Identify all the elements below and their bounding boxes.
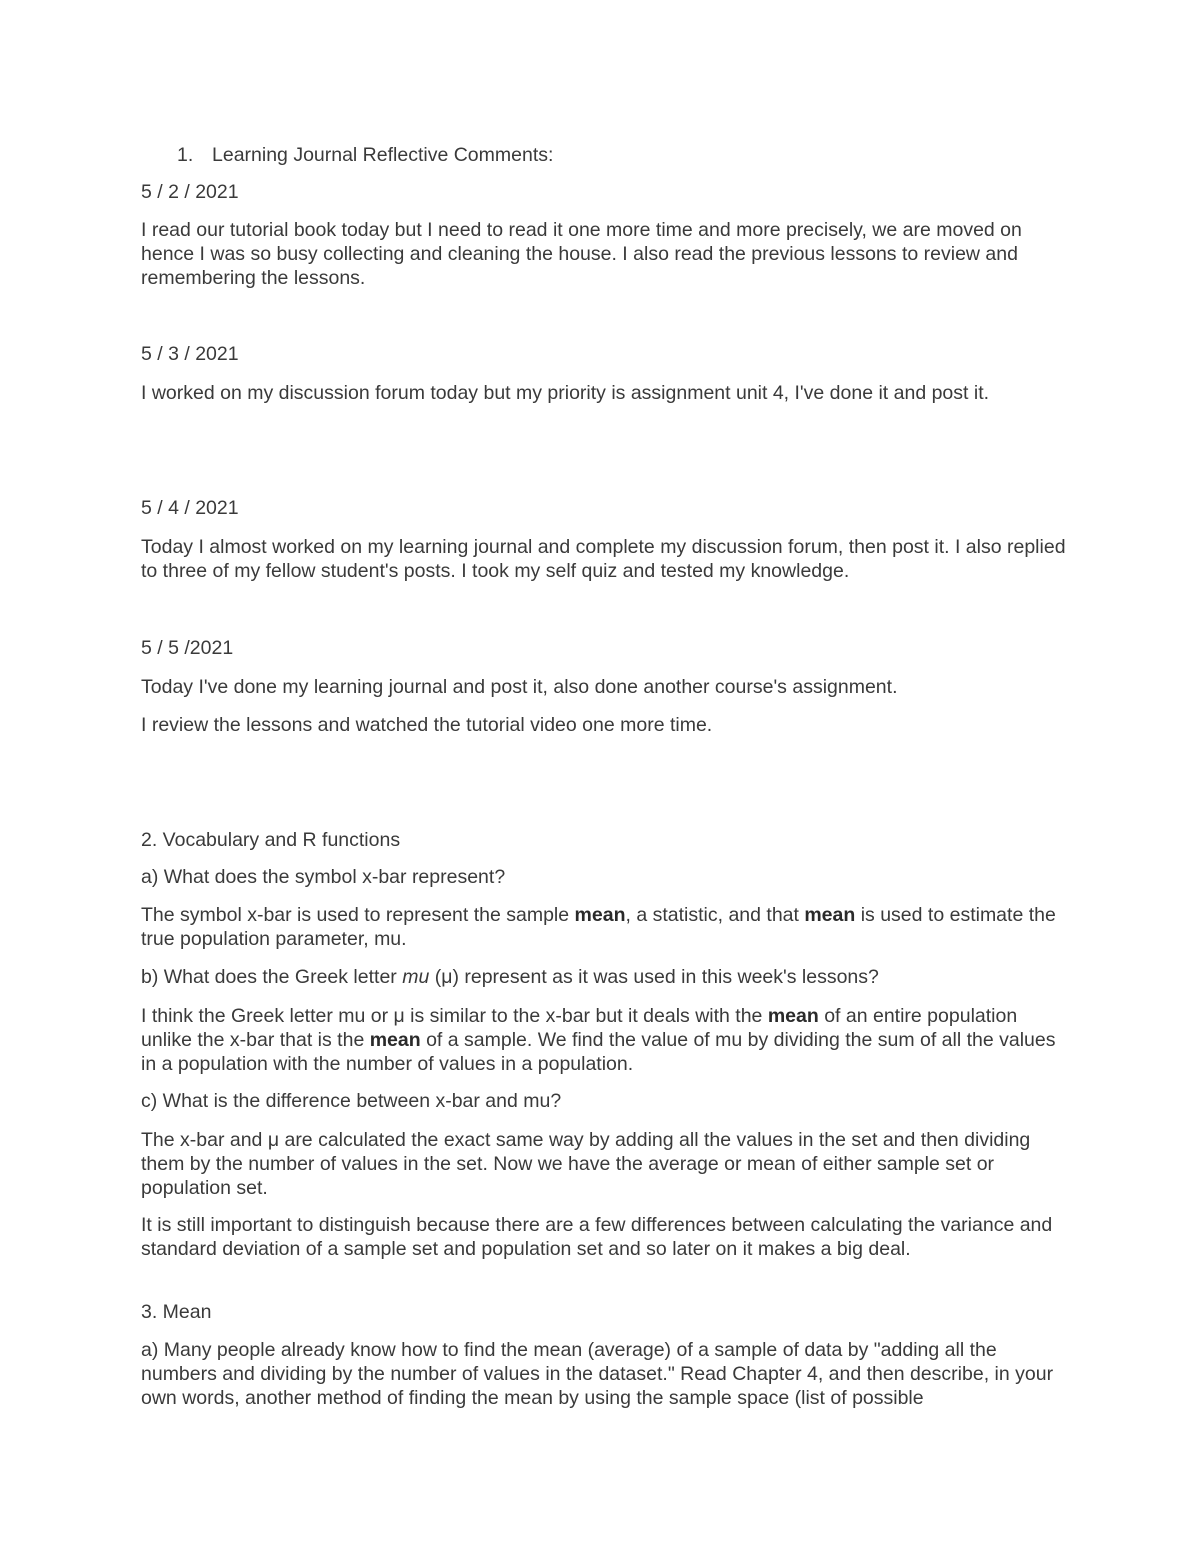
question-3a: a) Many people already know how to find the mean (average) of a sample of data by "adding all the numbers and dividing by the number of values in the dataset." Read Chapter 4, and then describe, in your own words, another method of finding the mean by using the sample space (list of possible xyxy=(141,1339,1054,1409)
question-2b: b) What does the Greek letter mu (μ) represent as it was used in this week's lessons? xyxy=(141,966,879,988)
journal-date-2: 5 / 3 / 2021 xyxy=(141,343,239,365)
journal-entry-4a: Today I've done my learning journal and post it, also done another course's assignment. xyxy=(141,676,898,698)
question-2a: a) What does the symbol x-bar represent? xyxy=(141,866,506,888)
journal-date-1: 5 / 2 / 2021 xyxy=(141,181,239,203)
list-number-1: 1. xyxy=(177,144,194,166)
journal-entry-3: Today I almost worked on my learning journal and complete my discussion forum, then post it. I also replied to three of my fellow student's posts. I took my self quiz and tested my knowledge. xyxy=(141,536,1066,582)
answer-2c-2: It is still important to distinguish because there are a few differences between calculating the variance and standard deviation of a sample set and population set and so later on it makes a big deal. xyxy=(141,1214,1053,1260)
section-1-heading: Learning Journal Reflective Comments: xyxy=(212,144,554,166)
section-3-heading: 3. Mean xyxy=(141,1301,212,1323)
journal-entry-1: I read our tutorial book today but I need to read it one more time and more precisely, we are moved on hence I was so busy collecting and cleaning the house. I also read the previous lessons to review and remembering the lessons. xyxy=(141,219,1022,289)
answer-2b: I think the Greek letter mu or μ is similar to the x-bar but it deals with the mean of an entire population unlike the x-bar that is the mean of a sample. We find the value of mu by dividing the sum of all the values in a population with the number of values in a population. xyxy=(141,1005,1056,1075)
journal-entry-2: I worked on my discussion forum today but my priority is assignment unit 4, I've done it and post it. xyxy=(141,382,990,404)
journal-entry-4b: I review the lessons and watched the tutorial video one more time. xyxy=(141,714,713,736)
question-2c: c) What is the difference between x-bar and mu? xyxy=(141,1090,562,1112)
journal-date-4: 5 / 5 /2021 xyxy=(141,637,234,659)
journal-date-3: 5 / 4 / 2021 xyxy=(141,497,239,519)
answer-2a: The symbol x-bar is used to represent the sample mean, a statistic, and that mean is used to estimate the true population parameter, mu. xyxy=(141,904,1056,950)
section-2-heading: 2. Vocabulary and R functions xyxy=(141,829,401,851)
answer-2c-1: The x-bar and μ are calculated the exact same way by adding all the values in the set and then dividing them by the number of values in the set. Now we have the average or mean of either sample set or population set. xyxy=(141,1129,1031,1199)
